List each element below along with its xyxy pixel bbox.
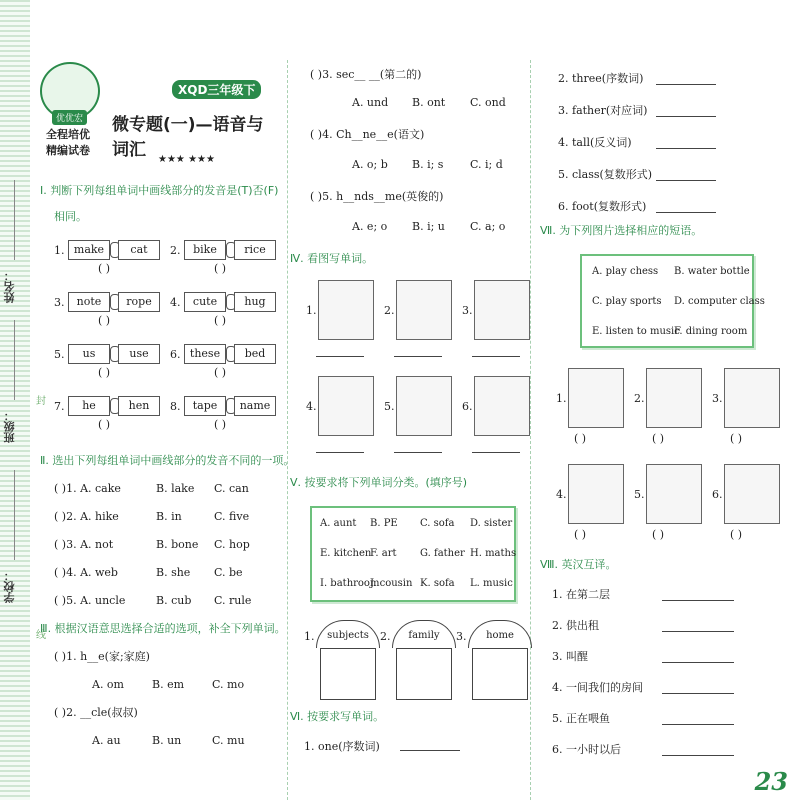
answer-blank[interactable] (472, 356, 520, 357)
word-card: rope (118, 292, 160, 312)
word-option: A. aunt (320, 518, 357, 529)
phrase-option: A. play chess (592, 266, 659, 277)
option: B. i; u (412, 220, 445, 233)
option: C. hop (214, 538, 250, 551)
answer-blank[interactable] (656, 116, 716, 117)
section-4-title: Ⅳ. 看图写单词。 (290, 252, 374, 265)
answer-bracket[interactable]: ( ) (98, 314, 111, 327)
question: ( )4. Ch__ne__e(语文) (310, 128, 425, 141)
answer-blank[interactable] (400, 750, 460, 751)
answer-blank[interactable] (394, 452, 442, 453)
option: B. cub (156, 594, 192, 607)
item-number: 4. (306, 400, 317, 413)
word-pair (184, 292, 284, 327)
word-card: name (234, 396, 276, 416)
word-card: bed (234, 344, 276, 364)
question: ( )1. A. cake (54, 482, 121, 495)
word-item: 4. tall(反义词) (558, 136, 632, 149)
grade-badge: XQD三年级下 (172, 80, 261, 99)
line-mark: 线 (36, 630, 46, 641)
item-number: 2. (380, 630, 391, 643)
difficulty-stars: ★★★ ★★★ (158, 154, 215, 165)
word-option: B. PE (370, 518, 398, 529)
word-option: J. cousin (370, 578, 413, 589)
option: A. o; b (352, 158, 388, 171)
option: C. be (214, 566, 243, 579)
section-2-title: Ⅱ. 选出下列每组单词中画线部分的发音不同的一项。 (40, 454, 295, 467)
item-number: 3. (712, 392, 723, 405)
translate-item: 6. 一小时以后 (552, 743, 621, 756)
word-card: hen (118, 396, 160, 416)
binding-margin (0, 0, 30, 800)
picture (724, 368, 780, 428)
answer-blank[interactable] (394, 356, 442, 357)
option: A. und (352, 96, 389, 109)
word-option: E. kitchen (320, 548, 372, 559)
answer-blank[interactable] (662, 724, 734, 725)
answer-blank[interactable] (662, 631, 734, 632)
answer-blank[interactable] (656, 180, 716, 181)
answer-blank[interactable] (656, 84, 716, 85)
item-number: 6. (462, 400, 473, 413)
option: C. five (214, 510, 250, 523)
word-item: 2. three(序数词) (558, 72, 644, 85)
name-label: 姓名： (3, 270, 16, 303)
word-card: tape (184, 396, 226, 416)
item-number: 4. (170, 296, 181, 309)
answer-bracket[interactable]: ( ) (574, 432, 587, 445)
translate-item: 2. 供出租 (552, 619, 599, 632)
item-number: 2. (170, 244, 181, 257)
option: A. au (92, 734, 121, 747)
section-1-title-2: 相同。 (54, 210, 87, 223)
item-number: 1. (54, 244, 65, 257)
item-number: 6. (170, 348, 181, 361)
picture (474, 280, 530, 340)
word-pair (68, 292, 168, 327)
logo-text: 优优宏 (52, 110, 87, 125)
word-card: bike (184, 240, 226, 260)
option: A. e; o (352, 220, 388, 233)
section-3-title: Ⅲ. 根据汉语意思选择合适的选项，补全下列单词。 (40, 622, 286, 635)
word-card: cute (184, 292, 226, 312)
word-card: us (68, 344, 110, 364)
word-item: 6. foot(复数形式) (558, 200, 647, 213)
category-label: family (392, 620, 456, 648)
section-1-title: Ⅰ. 判断下列每组单词中画线部分的发音是(T)否(F) (40, 184, 279, 197)
answer-bracket[interactable]: ( ) (730, 432, 743, 445)
answer-bracket[interactable]: ( ) (98, 366, 111, 379)
word-card: use (118, 344, 160, 364)
item-number: 2. (384, 304, 395, 317)
word-option: C. sofa (420, 518, 455, 529)
category-house (316, 620, 380, 700)
translate-item: 1. 在第二层 (552, 588, 610, 601)
answer-box[interactable] (320, 648, 376, 700)
school-label: 学校： (3, 570, 16, 603)
word-option: G. father (420, 548, 465, 559)
name-line (14, 180, 15, 260)
option: B. i; s (412, 158, 444, 171)
answer-blank[interactable] (316, 452, 364, 453)
item-number: 4. (556, 488, 567, 501)
option: C. can (214, 482, 249, 495)
option: B. em (152, 678, 185, 691)
picture (646, 464, 702, 524)
option: C. i; d (470, 158, 503, 171)
answer-bracket[interactable]: ( ) (214, 262, 227, 275)
phrase-option: B. water bottle (674, 266, 750, 277)
page-title: 微专题(一)—语音与词汇 (112, 115, 264, 160)
answer-box[interactable] (396, 648, 452, 700)
picture (318, 280, 374, 340)
item-number: 5. (384, 400, 395, 413)
answer-blank[interactable] (656, 148, 716, 149)
picture (318, 376, 374, 436)
subtitle: 全程培优 精编试卷 (46, 128, 90, 157)
seal-mark: 封 (36, 396, 46, 407)
option: C. mu (212, 734, 245, 747)
word-option: K. sofa (420, 578, 455, 589)
category-house (468, 620, 532, 700)
item-number: 3. (456, 630, 467, 643)
answer-blank[interactable] (662, 755, 734, 756)
item-number: 3. (54, 296, 65, 309)
word-card: note (68, 292, 110, 312)
item-number: 1. (306, 304, 317, 317)
option: B. un (152, 734, 182, 747)
item-number: 5. (634, 488, 645, 501)
section-7-title: Ⅶ. 为下列图片选择相应的短语。 (540, 224, 703, 237)
answer-box[interactable] (472, 648, 528, 700)
question: ( )2. A. hike (54, 510, 119, 523)
answer-blank[interactable] (662, 662, 734, 663)
word-card: these (184, 344, 226, 364)
word-pair (184, 240, 284, 275)
section-8-title: Ⅷ. 英汉互译。 (540, 558, 617, 571)
worksheet-header (40, 62, 280, 172)
section-6-title: Ⅵ. 按要求写单词。 (290, 710, 385, 723)
phrase-option: E. listen to music (592, 326, 680, 337)
option: B. in (156, 510, 182, 523)
translate-item: 4. 一间我们的房间 (552, 681, 643, 694)
answer-bracket[interactable]: ( ) (98, 262, 111, 275)
translate-item: 5. 正在喂鱼 (552, 712, 610, 725)
answer-bracket[interactable]: ( ) (214, 314, 227, 327)
answer-bracket[interactable]: ( ) (98, 418, 111, 431)
word-card: he (68, 396, 110, 416)
word-card: make (68, 240, 110, 260)
answer-bracket[interactable]: ( ) (652, 528, 665, 541)
translate-item: 3. 叫醒 (552, 650, 588, 663)
picture (646, 368, 702, 428)
word-card: rice (234, 240, 276, 260)
answer-blank[interactable] (662, 600, 734, 601)
word-option: D. sister (470, 518, 513, 529)
word-card: cat (118, 240, 160, 260)
option: B. she (156, 566, 191, 579)
option: C. rule (214, 594, 252, 607)
category-house (392, 620, 456, 700)
word-option: L. music (470, 578, 513, 589)
word-pair (184, 344, 284, 379)
option: B. ont (412, 96, 446, 109)
option: B. bone (156, 538, 199, 551)
question: ( )3. sec__ __(第二的) (310, 68, 422, 81)
answer-bracket[interactable]: ( ) (214, 418, 227, 431)
phrase-option: D. computer class (674, 296, 765, 307)
picture (396, 376, 452, 436)
answer-blank[interactable] (656, 212, 716, 213)
answer-blank[interactable] (662, 693, 734, 694)
phrase-option: C. play sports (592, 296, 662, 307)
answer-bracket[interactable]: ( ) (730, 528, 743, 541)
class-label: 班级： (3, 410, 16, 443)
word-option: I. bathroom (320, 578, 380, 589)
option: B. lake (156, 482, 195, 495)
picture (474, 376, 530, 436)
option: C. a; o (470, 220, 506, 233)
question: ( )4. A. web (54, 566, 118, 579)
word-option: H. maths (470, 548, 517, 559)
item-number: 8. (170, 400, 181, 413)
answer-bracket[interactable]: ( ) (214, 366, 227, 379)
option: C. ond (470, 96, 506, 109)
picture (568, 464, 624, 524)
answer-bracket[interactable]: ( ) (574, 528, 587, 541)
answer-blank[interactable] (472, 452, 520, 453)
page-number: 23 (754, 767, 788, 796)
picture (396, 280, 452, 340)
column-divider (287, 60, 288, 800)
answer-bracket[interactable]: ( ) (652, 432, 665, 445)
item-number: 1. (304, 630, 315, 643)
word-card: hug (234, 292, 276, 312)
question: ( )5. A. uncle (54, 594, 126, 607)
question: ( )5. h__nds__me(英俊的) (310, 190, 444, 203)
question: ( )1. h__e(家;家庭) (54, 650, 150, 663)
picture (724, 464, 780, 524)
question: ( )2. __cle(叔叔) (54, 706, 138, 719)
item-number: 6. (712, 488, 723, 501)
word-item: 1. one(序数词) (304, 740, 380, 753)
item-number: 1. (556, 392, 567, 405)
category-label: home (468, 620, 532, 648)
word-item: 5. class(复数形式) (558, 168, 653, 181)
category-label: subjects (316, 620, 380, 648)
option: C. mo (212, 678, 245, 691)
option: A. om (92, 678, 124, 691)
word-pair (68, 240, 168, 275)
item-number: 2. (634, 392, 645, 405)
word-pair (68, 344, 168, 379)
question: ( )3. A. not (54, 538, 114, 551)
section-5-title: Ⅴ. 按要求将下列单词分类。(填序号) (290, 476, 468, 489)
phrase-option: F. dining room (674, 326, 748, 337)
word-option: F. art (370, 548, 397, 559)
item-number: 5. (54, 348, 65, 361)
item-number: 7. (54, 400, 65, 413)
word-pair (184, 396, 284, 431)
item-number: 3. (462, 304, 473, 317)
class-line (14, 320, 15, 400)
school-line (14, 470, 15, 560)
picture (568, 368, 624, 428)
answer-blank[interactable] (316, 356, 364, 357)
word-item: 3. father(对应词) (558, 104, 648, 117)
word-pair (68, 396, 168, 431)
